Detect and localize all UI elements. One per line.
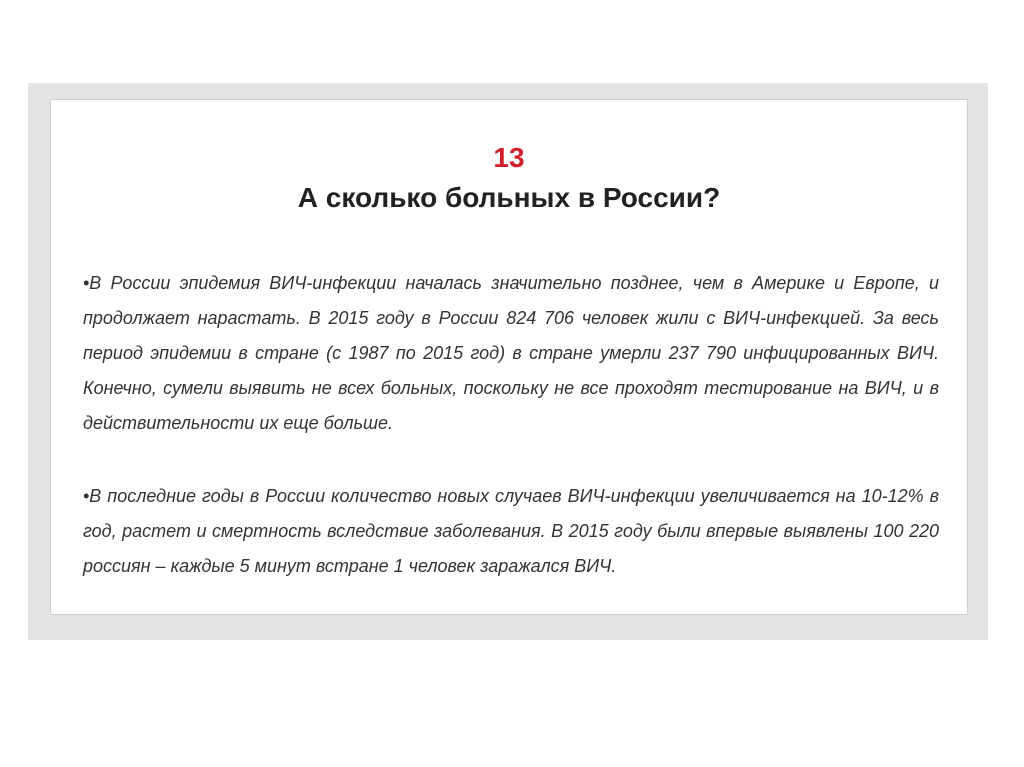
slide-card xyxy=(50,99,968,615)
paragraph-recent-years: •В последние годы в России количество новых случаев ВИЧ-инфекции увеличивается на 10-12% в год, растет и смертность вследствие заболевания. В 2015 году были впервые выявлены 100 220 россиян – каждые 5 минут встране 1 человек заражался ВИЧ. xyxy=(83,486,939,576)
slide-number: 13 xyxy=(493,142,525,173)
paragraph-epidemic-history: •В России эпидемия ВИЧ-инфекции началась значительно позднее, чем в Америке и Европе, и продолжает нарастать. В 2015 году в России 824 706 человек жили с ВИЧ-инфекцией. За весь период эпидемии в стране (с 1987 по 2015 год) в стране умерли 237 790 инфицированных ВИЧ. Конечно, сумели выявить не всех больных, поскольку не все проходят тестирование на ВИЧ, и в действительности их еще больше. xyxy=(83,273,939,433)
slide-frame xyxy=(28,83,988,640)
slide-title: А сколько больных в России? xyxy=(297,182,721,213)
